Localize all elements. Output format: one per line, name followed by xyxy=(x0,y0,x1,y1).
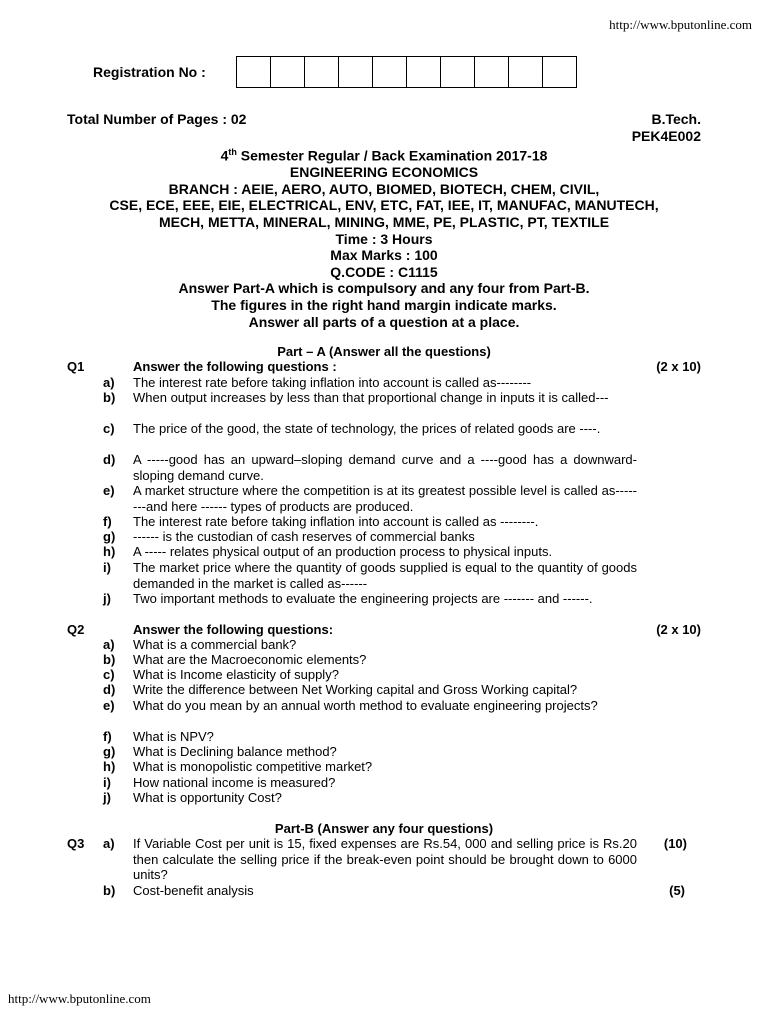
item-text: The interest rate before taking inflation into account is called as --------. xyxy=(133,514,539,529)
registration-box xyxy=(509,57,543,87)
instruction: Answer Part-A which is compulsory and any four from Part-B. xyxy=(178,280,590,297)
q3-number: Q3 xyxy=(67,836,85,851)
item-text: A ----- relates physical output of an production process to physical inputs. xyxy=(133,544,553,559)
degree: B.Tech. xyxy=(651,111,701,127)
instruction: Answer all parts of a question at a place. xyxy=(248,313,520,330)
q1-marks: (2 x 10) xyxy=(656,359,701,374)
item-label: b) xyxy=(103,883,116,898)
item-text: A -----good has an upward–sloping demand curve and a ----good has a downward-sloping demand curve. xyxy=(133,452,637,483)
item-label: g) xyxy=(103,529,116,544)
registration-box xyxy=(339,57,373,87)
item-label: i) xyxy=(103,560,111,575)
item-text: Two important methods to evaluate the engineering projects are ------- and ------. xyxy=(133,591,593,606)
qcode: Q.CODE : C1115 xyxy=(330,263,438,280)
branch-line: BRANCH : AEIE, AERO, AUTO, BIOMED, BIOTECH, CHEM, CIVIL, xyxy=(168,180,600,197)
part-a-title: Part – A (Answer all the questions) xyxy=(277,344,491,359)
registration-box xyxy=(475,57,509,87)
item-label: h) xyxy=(103,544,116,559)
item-text: What is NPV? xyxy=(133,729,214,744)
course-code: PEK4E002 xyxy=(631,128,701,144)
semester-sup: th xyxy=(228,147,237,157)
item-label: i) xyxy=(103,775,111,790)
item-label: b) xyxy=(103,652,116,667)
item-label: a) xyxy=(103,375,115,390)
q2-title: Answer the following questions: xyxy=(133,622,334,637)
item-marks: (5) xyxy=(669,883,685,898)
item-text: What is Declining balance method? xyxy=(133,744,337,759)
item-text: What do you mean by an annual worth method to evaluate engineering projects? xyxy=(133,698,598,713)
item-label: f) xyxy=(103,514,112,529)
item-label: j) xyxy=(103,790,111,805)
registration-box xyxy=(407,57,441,87)
item-text: The market price where the quantity of goods supplied is equal to the quantity of goods demanded in the market is called as------ xyxy=(133,560,637,591)
registration-boxes xyxy=(236,56,577,88)
registration-box xyxy=(441,57,475,87)
registration-box xyxy=(543,57,576,87)
item-label: c) xyxy=(103,421,115,436)
item-label: j) xyxy=(103,591,111,606)
item-label: b) xyxy=(103,390,116,405)
source-url-top[interactable]: http://www.bputonline.com xyxy=(609,17,752,32)
item-label: c) xyxy=(103,667,115,682)
branch-line: CSE, ECE, EEE, EIE, ELECTRICAL, ENV, ETC, FAT, IEE, IT, MANUFAC, MANUTECH, xyxy=(109,197,659,214)
time: Time : 3 Hours xyxy=(335,230,433,247)
item-text: What is a commercial bank? xyxy=(133,637,297,652)
item-label: e) xyxy=(103,698,115,713)
item-text: How national income is measured? xyxy=(133,775,336,790)
item-text: ------ is the custodian of cash reserves of commercial banks xyxy=(133,529,475,544)
item-text: A market structure where the competition is at its greatest possible level is called as--------and here ------ types of products are produced. xyxy=(133,483,637,514)
item-text: What are the Macroeconomic elements? xyxy=(133,652,367,667)
item-label: a) xyxy=(103,836,115,851)
item-marks: (10) xyxy=(663,836,687,851)
item-text: What is monopolistic competitive market? xyxy=(133,759,373,774)
registration-row xyxy=(93,56,577,88)
item-label: a) xyxy=(103,637,115,652)
item-text: What is Income elasticity of supply? xyxy=(133,667,339,682)
part-b-title: Part-B (Answer any four questions) xyxy=(274,821,494,836)
semester-rest: Semester Regular / Back Examination 2017-18 xyxy=(236,147,548,164)
item-label: e) xyxy=(103,483,115,498)
item-label: f) xyxy=(103,729,112,744)
instruction: The figures in the right hand margin indicate marks. xyxy=(211,297,557,313)
q2-number: Q2 xyxy=(67,622,85,637)
item-text: Cost-benefit analysis xyxy=(133,883,254,898)
registration-box xyxy=(237,57,271,87)
item-text: If Variable Cost per unit is 15, fixed expenses are Rs.54, 000 and selling price is Rs.20 then calculate the selling price if the break-even point should be brought down to 6000 units? xyxy=(133,836,637,882)
registration-box xyxy=(305,57,339,87)
item-text: When output increases by less than that proportional change in inputs it is called--- xyxy=(133,390,609,405)
branch-line: MECH, METTA, MINERAL, MINING, MME, PE, PLASTIC, PT, TEXTILE xyxy=(158,214,610,231)
item-label: d) xyxy=(103,452,116,467)
semester-line xyxy=(40,144,728,164)
semester-ordinal: 4 xyxy=(220,147,229,164)
item-text: The interest rate before taking inflation into account is called as-------- xyxy=(133,375,532,390)
q1-title: Answer the following questions : xyxy=(133,359,337,374)
total-pages: Total Number of Pages : 02 xyxy=(67,111,247,127)
max-marks: Max Marks : 100 xyxy=(330,247,438,264)
exam-header xyxy=(40,144,728,330)
item-text: The price of the good, the state of technology, the prices of related goods are ----. xyxy=(133,421,601,436)
source-url-bottom[interactable]: http://www.bputonline.com xyxy=(8,991,151,1006)
registration-box xyxy=(271,57,305,87)
degree-block xyxy=(632,111,701,145)
item-text: What is opportunity Cost? xyxy=(133,790,282,805)
item-label: d) xyxy=(103,682,116,697)
item-label: h) xyxy=(103,759,116,774)
subject: ENGINEERING ECONOMICS xyxy=(289,164,479,181)
registration-box xyxy=(373,57,407,87)
q1-number: Q1 xyxy=(67,359,85,374)
registration-label: Registration No : xyxy=(93,64,206,80)
item-label: g) xyxy=(103,744,116,759)
item-text: Write the difference between Net Working capital and Gross Working capital? xyxy=(133,682,578,697)
q2-marks: (2 x 10) xyxy=(656,622,701,637)
